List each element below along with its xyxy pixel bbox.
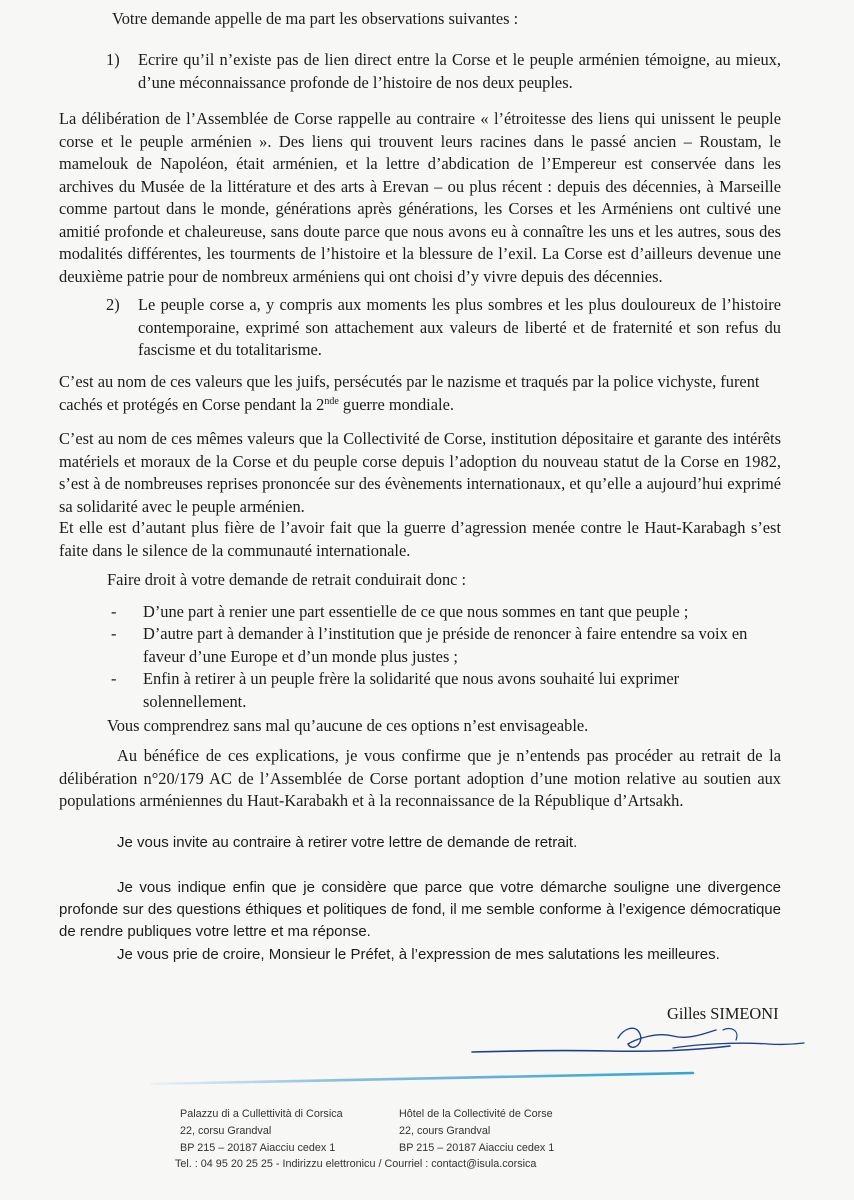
bullet-item: Enfin à retirer à un peuple frère la solidarité que nous avons souhaité lui exprimer solennellement. bbox=[143, 669, 680, 711]
bullet-dash: - bbox=[111, 624, 117, 643]
superscript-nde: nde bbox=[324, 395, 339, 407]
bullet-dash: - bbox=[111, 602, 117, 621]
bullet-item: D’autre part à demander à l’institution que je préside de renoncer à faire entendre sa voix en faveur d’une Europe et d’un monde plus justes ; bbox=[143, 624, 748, 666]
bullet-dash: - bbox=[111, 669, 117, 688]
point-1-number: 1) bbox=[106, 50, 120, 69]
paragraph-juifs bbox=[59, 371, 783, 416]
faire-droit-line: Faire droit à votre demande de retrait conduirait donc : bbox=[107, 570, 467, 589]
footer-corsican-street: 22, corsu Grandval bbox=[180, 1125, 272, 1137]
paragraph-benefice: Au bénéfice de ces explications, je vous confirme que je n’entends pas procéder au retrait de la délibération n°20/179 AC de l’Assemblée de Corse portant adoption d’une motion relative au soutien aux populations arméniennes du Haut-Karabakh et à la reconnaissance de la République d’Artsakh. bbox=[59, 746, 781, 810]
paragraph-juifs-end: guerre mondiale. bbox=[338, 394, 454, 414]
paragraph-fiere: Et elle est d’autant plus fière de l’avoir fait que la guerre d’agression menée contre le Haut-Karabagh s’est faite dans le silence de la communauté internationale. bbox=[59, 518, 781, 560]
point-2-number: 2) bbox=[106, 295, 120, 314]
closing-line: Je vous prie de croire, Monsieur le Préfet, à l’expression de mes salutations les meilleures. bbox=[117, 946, 720, 963]
handwritten-signature bbox=[468, 1018, 808, 1078]
footer-corsican-postal: BP 215 – 20187 Aiacciu cedex 1 bbox=[180, 1142, 336, 1154]
intro-line: Votre demande appelle de ma part les observations suivantes : bbox=[112, 9, 519, 28]
footer-contact: Tel. : 04 95 20 25 25 - Indirizzu elettronicu / Courriel : contact@isula.corsica bbox=[175, 1158, 537, 1170]
footer-french-postal: BP 215 – 20187 Aiacciu cedex 1 bbox=[399, 1142, 555, 1154]
vous-comprendrez-line: Vous comprendrez sans mal qu’aucune de ces options n’est envisageable. bbox=[107, 716, 589, 735]
bullet-item: D’une part à renier une part essentielle de ce que nous sommes en tant que peuple ; bbox=[143, 602, 689, 621]
signatory-name: Gilles SIMEONI bbox=[667, 1004, 779, 1023]
paragraph-indique: Je vous indique enfin que je considère que parce que votre démarche souligne une divergence profonde sur des questions éthiques et politiques de fond, il me semble conforme à l’exigence démocratique de rendre publiques votre lettre et ma réponse. bbox=[59, 879, 781, 940]
footer-address-french bbox=[399, 1106, 639, 1157]
point-1-text: Ecrire qu’il n’existe pas de lien direct entre la Corse et le peuple arménien témoigne, au mieux, d’une méconnaissance profonde de l’histoire de nos deux peuples. bbox=[138, 50, 781, 92]
footer-french-street: 22, cours Grandval bbox=[399, 1125, 491, 1137]
footer-french-name: Hôtel de la Collectivité de Corse bbox=[399, 1108, 553, 1120]
paragraph-liens: La délibération de l’Assemblée de Corse rappelle au contraire « l’étroitesse des liens qui unissent le peuple corse et le peuple arménien ». Des liens qui trouvent leurs racines dans le passé ancien – Roustam, le mamelouk de Napoléon, était arménien, et la lettre d’abdication de l’Empereur est conservée dans les archives du Musée de la littérature et des arts à Erevan – ou plus récent : depuis des décennies, à Marseille comme partout dans le monde, générations après générations, les Corses et les Arméniens ont cultivé une amitié profonde et chaleureuse, sans doute parce que nous avons eu à connaître les uns et les autres, sous des modalités différentes, les tourments de l’histoire et la blessure de l’exil. La Corse est d’ailleurs devenue une deuxième patrie pour de nombreux arméniens qui ont choisi d’y vivre depuis des décennies. bbox=[59, 109, 781, 286]
footer-address-corsican bbox=[180, 1106, 392, 1157]
paragraph-collectivite: C’est au nom de ces mêmes valeurs que la Collectivité de Corse, institution dépositaire et garante des intérêts matériels et moraux de la Corse et du peuple corse depuis l’adoption du nouveau statut de la Corse en 1982, s’est à de nombreuses reprises prononcée sur des évènements internationaux, et qu’elle a aujourd’hui exprimé sa solidarité avec le peuple arménien. bbox=[59, 429, 781, 516]
paragraph-invite: Je vous invite au contraire à retirer votre lettre de demande de retrait. bbox=[117, 834, 578, 851]
footer-corsican-name: Palazzu di a Cullettività di Corsica bbox=[180, 1108, 343, 1120]
paragraph-juifs-text: C’est au nom de ces valeurs que les juifs, persécutés par le nazisme et traqués par la police vichyste, furent cachés et protégés en Corse pendant la 2 bbox=[59, 372, 760, 414]
point-2-text: Le peuple corse a, y compris aux moments les plus sombres et les plus douloureux de l’histoire contemporaine, exprimé son attachement aux valeurs de liberté et de fraternité et son refus du fascisme et du totalitarisme. bbox=[138, 295, 781, 359]
footer-rule bbox=[150, 1070, 695, 1086]
